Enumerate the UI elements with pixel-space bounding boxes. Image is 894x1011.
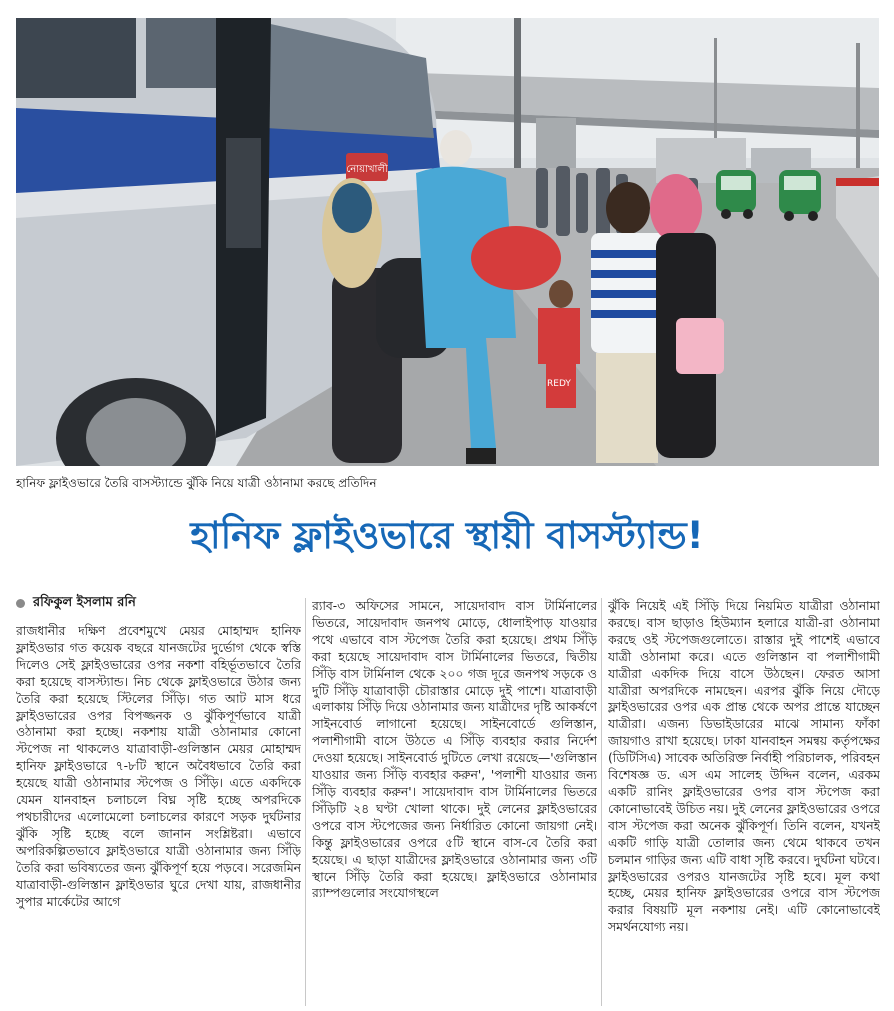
article-column-2 xyxy=(312,598,597,1010)
article-text-col1: রাজধানীর দক্ষিণ প্রবেশমুখে মেয়র মোহাম্মদ হানিফ ফ্লাইওভার গত কয়েক বছরে যানজটের দুর্ভোগ থেকে স্বস্তি দিলেও সেই ফ্লাইওভারের ওপর নকশা বহির্ভূতভাবে তৈরি করা হয়েছে বাসস্ট্যান্ড। নিচ থেকে ফ্লাইওভারে উঠার জন্য তৈরি করা হয়েছে স্টিলের সিঁড়ি। গত আট মাস ধরে ফ্লাইওভারের ওপর বিপজ্জনক ও ঝুঁকিপূর্ণভাবে যাত্রী ওঠানামা করা হচ্ছে। নকশায় যাত্রী ওঠানামার কোনো স্টপেজ না থাকলেও যাত্রাবাড়ী-গুলিস্তান মেয়র মোহাম্মদ হানিফ ফ্লাইওভারে ৭-৮টি স্থানে অবৈধভাবে তৈরি করা হয়েছে যাত্রী ওঠানামার স্টপেজ ও সিঁড়ি। এতে একদিকে যেমন যানবাহন চলাচলে বিঘ্ন সৃষ্টি হচ্ছে অপরদিকে পথচারীদের এলোমেলো চলাচলের কারণে সড়ক দুর্ঘটনার ঝুঁকি সৃষ্টি হচ্ছে বলে জানান সংশ্লিষ্টরা। এভাবে অপরিকল্পিতভাবে ফ্লাইওভারে যাত্রী ওঠানামার জন্য সিঁড়ি তৈরি করা ভবিষ্যতের জন্য ঝুঁকিপূর্ণ হয়ে পড়বে। সরেজমিন যাত্রাবাড়ী-গুলিস্তান ফ্লাইওভার ঘুরে দেখা যায়, রাজধানীর সুপার মার্কেটের আগে xyxy=(16,624,301,909)
photo-caption: হানিফ ফ্লাইওভারে তৈরি বাসস্ট্যান্ডে ঝুঁকি নিয়ে যাত্রী ওঠানামা করছে প্রতিদিন xyxy=(16,476,377,490)
column-divider xyxy=(601,598,602,1006)
news-photo xyxy=(16,18,879,466)
article-text-col2: র‌্যাব-৩ অফিসের সামনে, সায়েদাবাদ বাস টার্মিনালের ভিতরে, সায়েদাবাদ জনপথ মোড়ে, ধোলাইপাড় যাওয়ার পথে এভাবে বাস স্টপেজ তৈরি করা হয়েছে। প্রথম সিঁড়ি করা হয়েছে সায়েদাবাদ বাস টার্মিনালের ভিতরে, দ্বিতীয় সিঁড়ি বাস টার্মিনাল থেকে ২০০ গজ দূরে জনপথ সড়কে ও দুটি সিঁড়ি যাত্রাবাড়ী চৌরাস্তার মোড়ে দুই পাশে। যাত্রাবাড়ী এলাকায় সিঁড়ি দিয়ে ওঠানামার জন্য যাত্রীদের দৃষ্টি আকর্ষণে সাইনবোর্ড লাগানো হয়েছে। সাইনবোর্ডে গুলিস্তান, পলাশীগামী বাসে উঠতে এ সিঁড়ি ব্যবহার করার নির্দেশ দেওয়া হয়েছে। সাইনবোর্ড দুটিতে লেখা রয়েছে—'গুলিস্তান যাওয়ার জন্য সিঁড়ি ব্যবহার করুন', 'পলাশী যাওয়ার জন্য সিঁড়ি ব্যবহার করুন'। সায়েদাবাদ বাস টার্মিনালের ভিতরে সিঁড়িটি ২৪ ঘণ্টা খোলা থাকে। দুই লেনের ফ্লাইওভারের ওপরে বাস স্টপেজের জন্য নির্ধারিত কোনো জায়গা নেই। কিন্তু ফ্লাইওভারের ওপরে ৫টি স্থানে বাস-বে তৈরি করা হয়েছে। এ ছাড়া যাত্রীদের ফ্লাইওভারে ওঠানামার জন্য ৩টি স্থানে সিঁড়ি তৈরি করা হয়েছে। ফ্লাইওভারে ওঠানামার র‌্যাম্পগুলোর সংযোগস্থলে xyxy=(312,599,597,901)
article-column-1 xyxy=(16,593,301,1005)
byline xyxy=(16,593,301,613)
bullet-icon xyxy=(16,599,25,608)
headline: হানিফ ফ্লাইওভারে স্থায়ী বাসস্ট্যান্ড! xyxy=(190,514,704,557)
column-divider xyxy=(305,598,306,1006)
article-column-3 xyxy=(608,598,880,1010)
cng-vehicle-1 xyxy=(716,170,756,219)
child-shirt-text: REDY xyxy=(547,379,571,389)
author-name: রফিকুল ইসলাম রনি xyxy=(33,595,136,610)
article-text-col3: ঝুঁকি নিয়েই এই সিঁড়ি দিয়ে নিয়মিত যাত্রীরা ওঠানামা করছে। বাস ছাড়াও হিউম্যান হলারে যাত্রী-রা ওঠানামা করছে ওই স্টপেজগুলোতে। রাস্তার দুই পাশেই এভাবে যাত্রী ওঠানামা করে। এতে গুলিস্তান বা পলাশীগামী যাত্রীরা একদিক দিয়ে বাসে উঠছেন। ফেরত আসা যাত্রীরা অপরদিকে নামছেন। এরপর ঝুঁকি নিয়ে দৌড়ে ফ্লাইওভারের ওপর এক প্রান্ত থেকে অপর প্রান্তে যাচ্ছেন যাত্রীরা। এজন্য ডিভাইডারের মাঝে সামান্য ফাঁকা জায়গাও রাখা হয়েছে। ঢাকা যানবাহন সমন্বয় কর্তৃপক্ষের (ডিটিসিএ) সাবেক অতিরিক্ত নির্বাহী পরিচালক, পরিবহন বিশেষজ্ঞ ড. এস এম সালেহ উদ্দিন বলেন, এরকম একটি রানিং ফ্লাইওভারের ওপর বাস স্টপেজ করা কোনোভাবেই উচিত নয়। দুই লেনের ফ্লাইওভারের ওপরে বাস স্টপেজ করা অনেক ঝুঁকিপূর্ণ। তিনি বলেন, যখনই একটি গাড়ি যাত্রী তোলার জন্য থেমে থাকবে তখন চলমান গাড়ির জন্য এটি বাধা সৃষ্টি করবে। দুর্ঘটনা ঘটবে। ফ্লাইওভারের ওপরও যানজটের সৃষ্টি হবে। মূল কথা হচ্ছে, মেয়র হানিফ ফ্লাইওভারের ওপরে বাস স্টপেজ করার বিষয়টি মূল নকশায় নেই। এটি কোনোভাবেই সমর্থনযোগ্য নয়। xyxy=(608,599,880,935)
cng-vehicle-2 xyxy=(779,170,821,221)
bus-sign-text: নোয়াখালী xyxy=(346,164,388,175)
